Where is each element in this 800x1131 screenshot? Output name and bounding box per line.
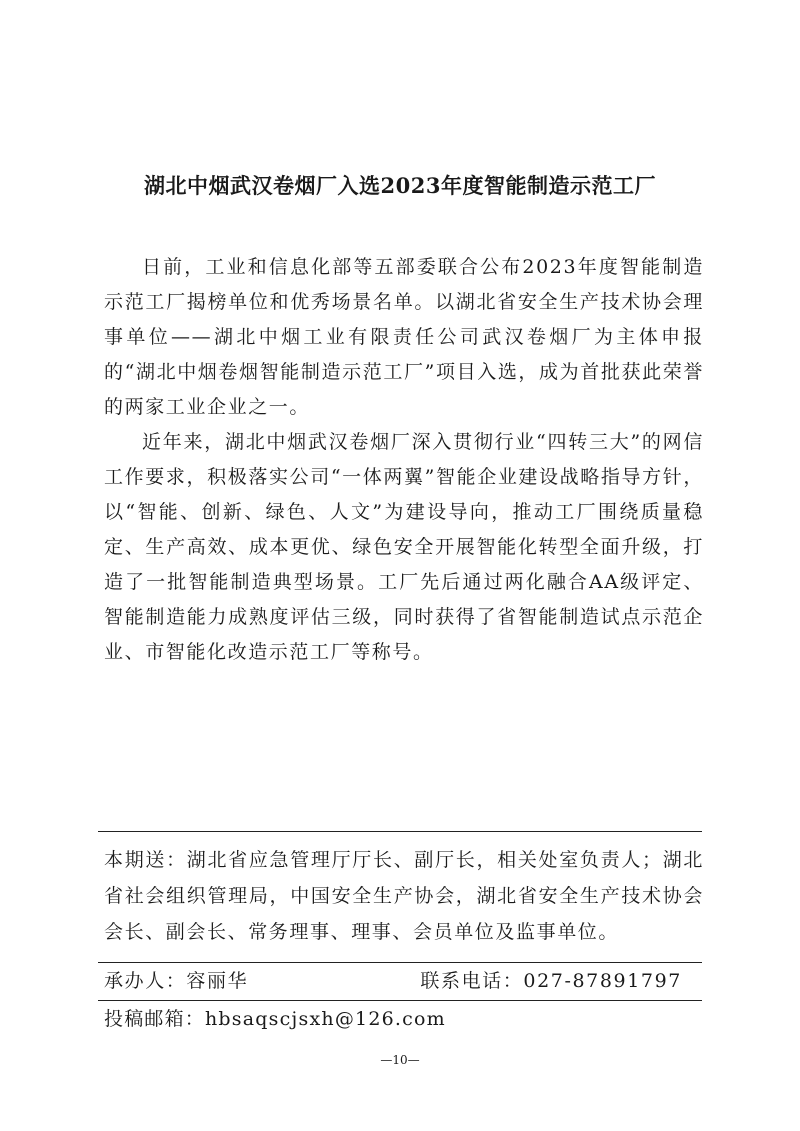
page-number: —10— bbox=[380, 1053, 420, 1067]
footer-divider-top bbox=[98, 831, 702, 832]
distribution-list: 本期送：湖北省应急管理厅厅长、副厅长，相关处室负责人；湖北省社会组织管理局，中国安全生产协会，湖北省安全生产技术协会会长、副会长、常务理事、理事、会员单位及监事单位。 bbox=[104, 849, 704, 943]
contact-phone: 联系电话：027-87891797 bbox=[420, 970, 682, 992]
document-title: 湖北中烟武汉卷烟厂入选2023年度智能制造示范工厂 bbox=[144, 173, 656, 198]
paragraph-2: 近年来，湖北中烟武汉卷烟厂深入贯彻行业“四转三大”的网信工作要求，积极落实公司“一体两翼”智能企业建设战略指导方针，以“智能、创新、绿色、人文”为建设导向，推动工厂围绕质量稳定、生产高效、成本更优、绿色安全开展智能化转型全面升级，打造了一批智能制造典型场景。工厂先后通过两化融合AA级评定、智能制造能力成熟度评估三级，同时获得了省智能制造试点示范企业、市智能化改造示范工厂等称号。 bbox=[104, 431, 704, 663]
footer-divider-middle bbox=[98, 962, 702, 963]
sender-name: 承办人：容丽华 bbox=[104, 970, 249, 992]
footer-divider-bottom bbox=[98, 1000, 702, 1001]
document-body bbox=[104, 250, 704, 670]
submission-email: 投稿邮箱：hbsaqscjsxh@126.com bbox=[104, 1008, 446, 1030]
paragraph-1: 日前，工业和信息化部等五部委联合公布2023年度智能制造示范工厂揭榜单位和优秀场景名单。以湖北省安全生产技术协会理事单位——湖北中烟工业有限责任公司武汉卷烟厂为主体申报的“湖北中烟卷烟智能制造示范工厂”项目入选，成为首批获此荣誉的两家工业企业之一。 bbox=[104, 256, 704, 418]
